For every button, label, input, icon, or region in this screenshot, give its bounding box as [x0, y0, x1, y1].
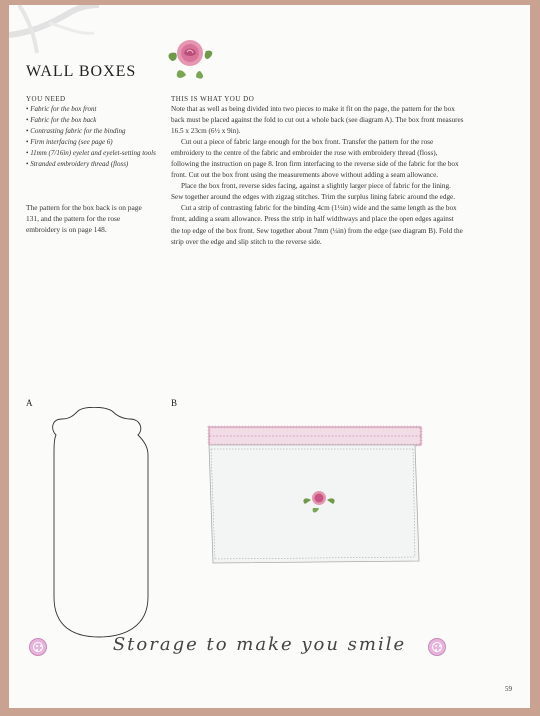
list-item: • Stranded embroidery thread (floss) — [26, 159, 161, 170]
instruction-paragraph: Cut a strip of contrasting fabric for the binding 4cm (1½in) wide and the same length as the box front, adding a seam allowance. Press the strip in half widthways and place the open edges against the top edge of the box front. Sew together about 7mm (¼in) from the edge (see diagram B). Fold the strip over the edge and slip stitch to the reverse side. — [171, 204, 463, 246]
instructions-body — [171, 104, 464, 248]
list-item: • 11mm (7/16in) eyelet and eyelet-setting tools — [26, 148, 161, 159]
button-ornament-right-icon — [428, 638, 446, 656]
book-page — [9, 5, 530, 708]
page-title: WALL BOXES — [26, 63, 137, 80]
diagram-b-box-front — [201, 423, 425, 569]
list-item: • Fabric for the box back — [26, 115, 161, 126]
button-ornament-left-icon — [29, 638, 47, 656]
rose-icon — [164, 31, 216, 83]
instruction-paragraph: Cut out a piece of fabric large enough for the box front. Transfer the pattern for the rose embroidery to the centre of the fabric and embroider the rose with embroidery thread (floss), following the instruction on page 8. Iron firm interfacing to the reverse side of the fabric for the box front. Cut out the box front using the measurements above without adding a seam allowance. — [171, 138, 459, 180]
instructions-heading: THIS IS WHAT YOU DO — [171, 95, 255, 103]
instruction-paragraph: Note that as well as being divided into two pieces to make it fit on the page, the pattern for the box back must be placed against the fold to cut out a whole back (see diagram A). The box front measures 16.5 x 23cm (6½ x 9in). — [171, 105, 464, 136]
diagram-a-box-back-pattern — [44, 407, 164, 639]
tagline: Storage to make you smile — [112, 634, 407, 655]
page-number: 59 — [505, 685, 512, 693]
diagram-b-label: B — [171, 398, 178, 408]
instruction-paragraph: Place the box front, reverse sides facing, against a slightly larger piece of fabric for the lining. Sew together around the edges with zigzag stitches. Trim the surplus lining fabric around the edge. — [171, 182, 456, 202]
list-item: • Firm interfacing (see page 6) — [26, 137, 161, 148]
you-need-list — [26, 104, 161, 169]
you-need-heading: YOU NEED — [26, 95, 66, 103]
list-item: • Contrasting fabric for the binding — [26, 126, 161, 137]
pattern-note: The pattern for the box back is on page 131, and the pattern for the rose embroidery is on page 148. — [26, 203, 142, 234]
diagram-a-label: A — [26, 398, 33, 408]
list-item: • Fabric for the box front — [26, 104, 161, 115]
